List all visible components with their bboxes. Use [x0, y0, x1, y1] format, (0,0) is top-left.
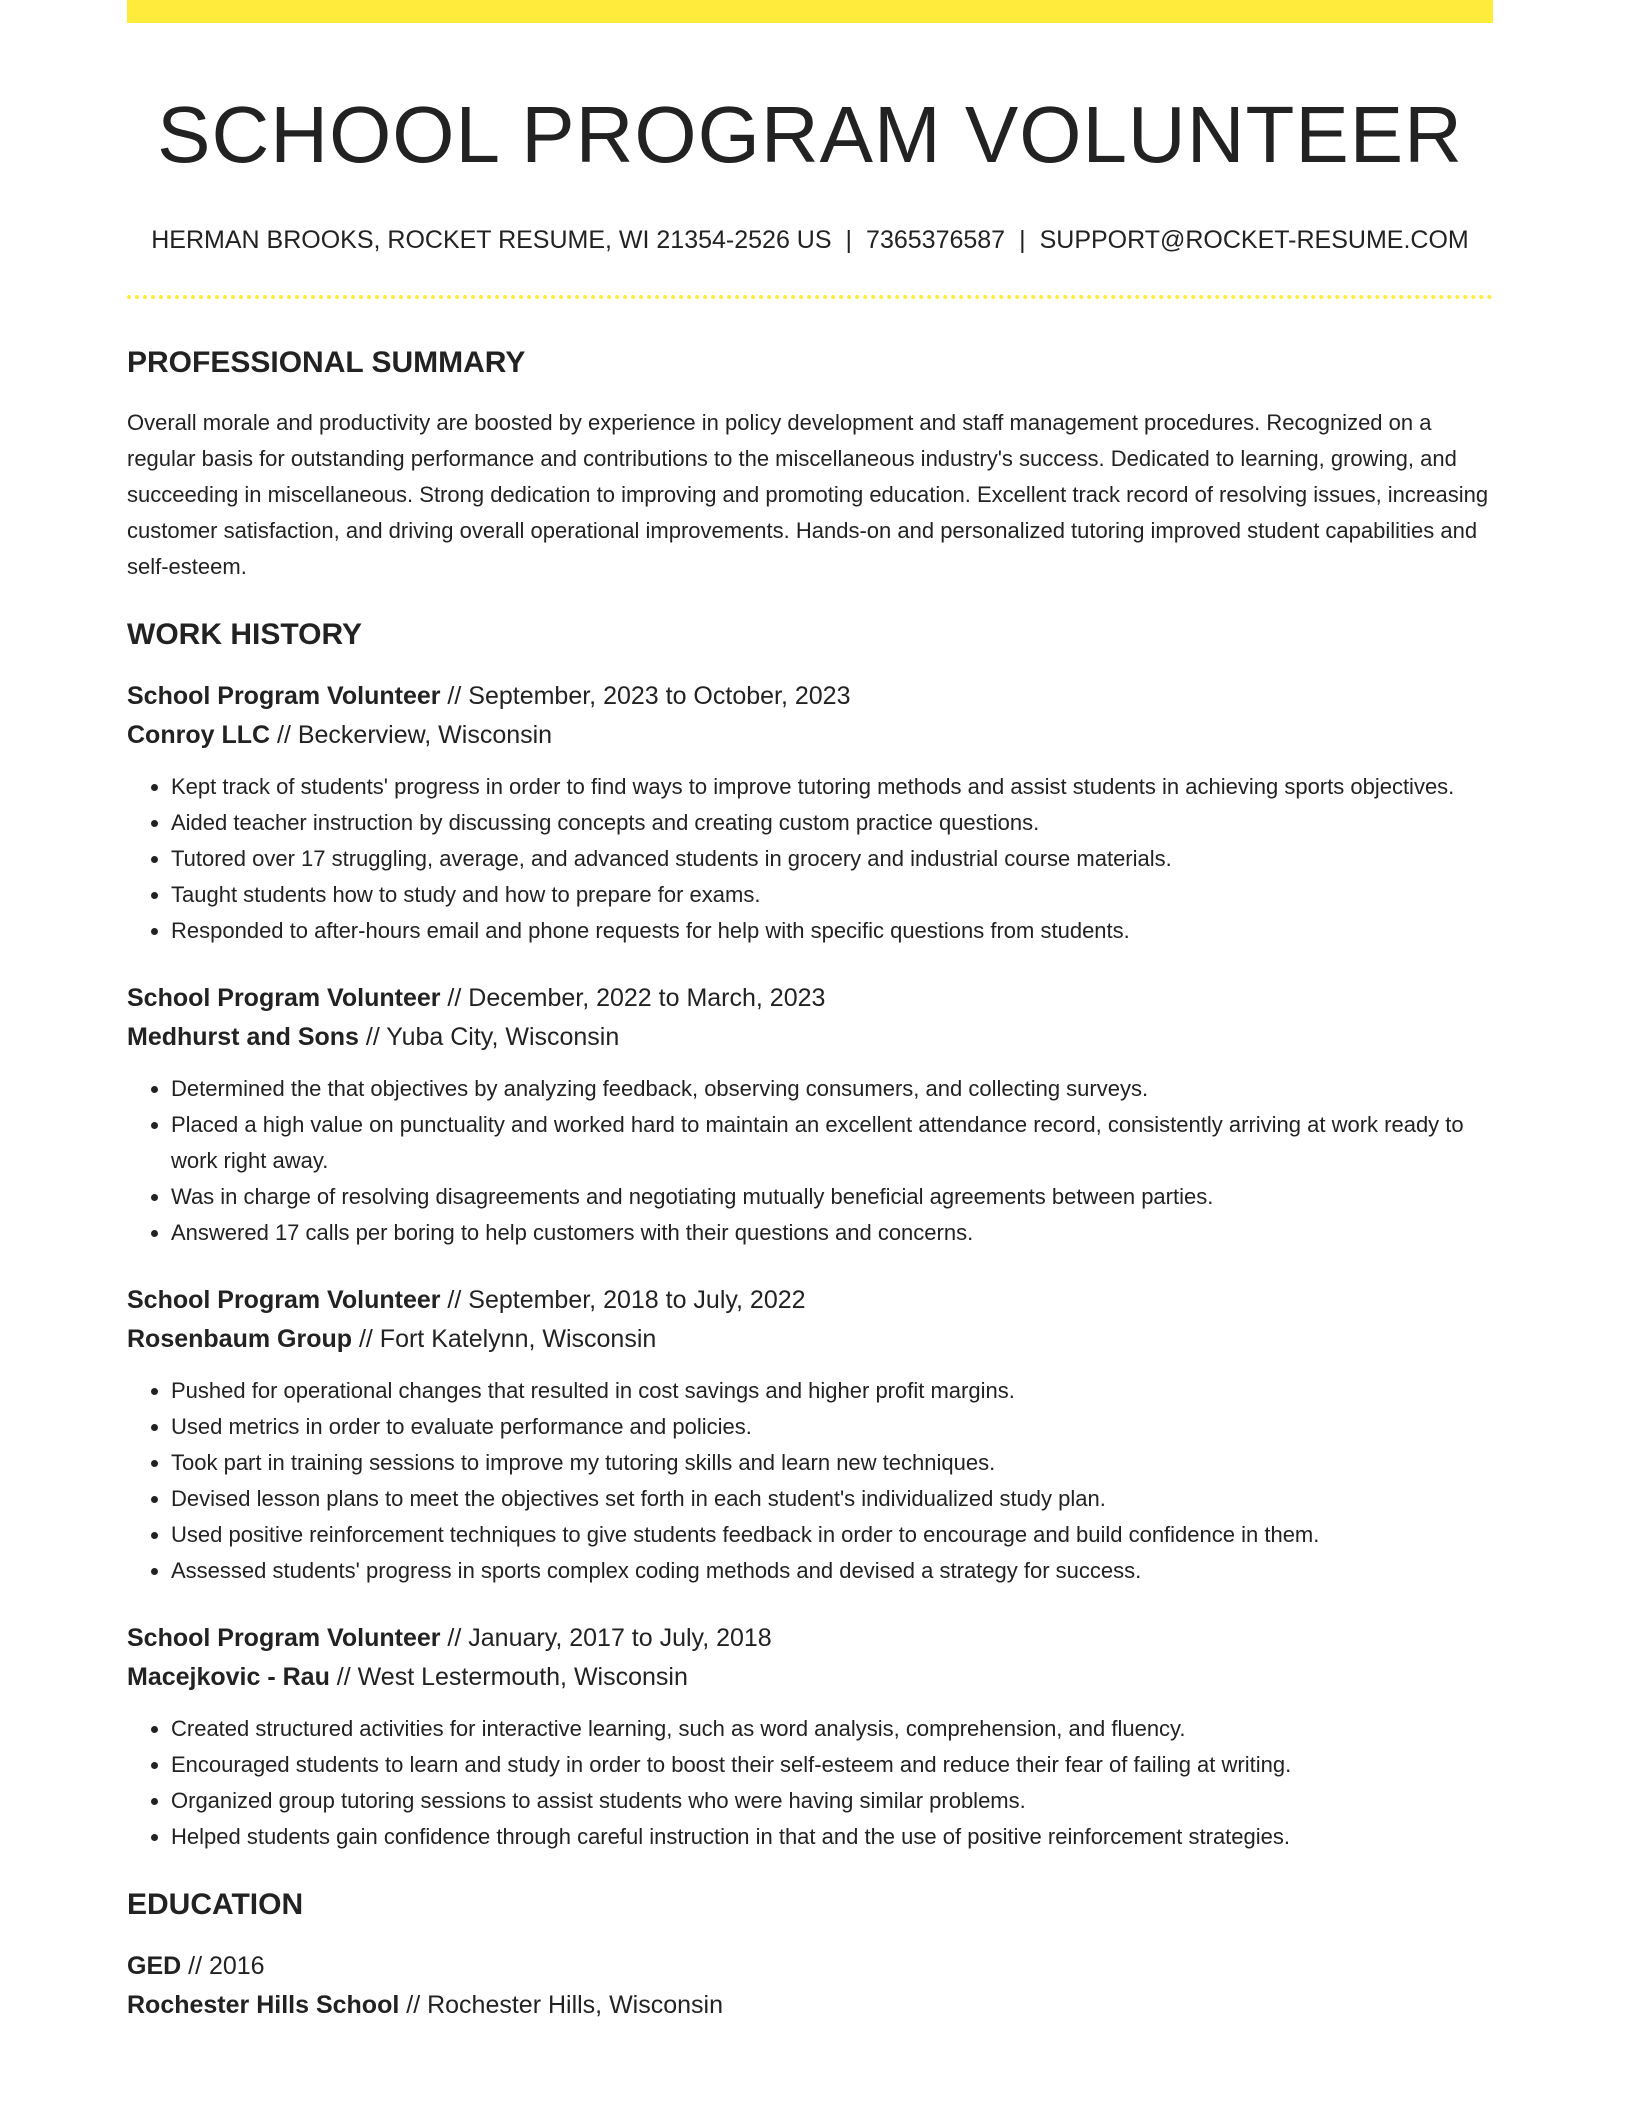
- job-location: // Fort Katelynn, Wisconsin: [352, 1325, 657, 1353]
- job-entry: [127, 979, 1493, 1251]
- job-bullet: • Encouraged students to learn and study in order to boost their self-esteem and reduce their fear of failing at writing.: [171, 1747, 1493, 1783]
- job-company-line: [127, 1658, 1493, 1697]
- education-entry: [127, 1947, 1493, 2025]
- job-bullet: • Organized group tutoring sessions to assist students who were having similar problems.: [171, 1783, 1493, 1819]
- contact-separator: |: [845, 226, 853, 254]
- dotted-divider: [127, 295, 1493, 299]
- job-bullet: • Helped students gain confidence through careful instruction in that and the use of positive reinforcement strategies.: [171, 1819, 1493, 1855]
- job-entry: [127, 1281, 1493, 1589]
- accent-top-bar: [127, 0, 1493, 23]
- job-bullet: • Taught students how to study and how to prepare for exams.: [171, 877, 1493, 913]
- education-degree-line: [127, 1947, 1493, 1986]
- job-bullet-list: [127, 1373, 1493, 1589]
- job-dates: // January, 2017 to July, 2018: [440, 1624, 772, 1652]
- job-bullet: • Responded to after-hours email and phone requests for help with specific questions from students.: [171, 913, 1493, 949]
- job-title-line: [127, 979, 1493, 1018]
- job-location: // Yuba City, Wisconsin: [358, 1023, 620, 1051]
- job-company: Medhurst and Sons: [127, 1023, 359, 1051]
- job-dates: // September, 2018 to July, 2022: [440, 1286, 806, 1314]
- job-bullet-list: [127, 1071, 1493, 1251]
- job-title-line: [127, 1281, 1493, 1320]
- contact-email: SUPPORT@ROCKET-RESUME.COM: [1039, 226, 1469, 254]
- work-history-list: [127, 677, 1493, 1855]
- job-company-line: [127, 716, 1493, 755]
- job-title: School Program Volunteer: [127, 1286, 441, 1314]
- job-company: Macejkovic - Rau: [127, 1663, 330, 1691]
- summary-text: Overall morale and productivity are boosted by experience in policy development and staff management procedures. Recognized on a regular basis for outstanding performance and contributions to the miscellaneous industry's success. Dedicated to learning, growing, and succeeding in miscellaneous. Strong dedication to improving and promoting education. Excellent track record of resolving issues, increasing customer satisfaction, and driving overall operational improvements. Hands-on and personalized tutoring improved student capabilities and self-esteem.: [127, 410, 1489, 579]
- contact-line: [127, 223, 1493, 257]
- job-bullet: • Answered 17 calls per boring to help customers with their questions and concerns.: [171, 1215, 1493, 1251]
- job-bullet: • Took part in training sessions to improve my tutoring skills and learn new techniques.: [171, 1445, 1493, 1481]
- education-degree: GED: [127, 1952, 182, 1980]
- job-bullet: • Used metrics in order to evaluate performance and policies.: [171, 1409, 1493, 1445]
- section-heading-education: EDUCATION: [127, 1888, 304, 1921]
- contact-separator: |: [1019, 226, 1026, 254]
- education-location: // Rochester Hills, Wisconsin: [399, 1991, 723, 2019]
- resume-title: SCHOOL PROGRAM VOLUNTEER: [157, 90, 1463, 179]
- job-title-line: [127, 1619, 1493, 1658]
- job-bullet: • Was in charge of resolving disagreements and negotiating mutually beneficial agreements between parties.: [171, 1179, 1493, 1215]
- job-bullet: • Tutored over 17 struggling, average, and advanced students in grocery and industrial course materials.: [171, 841, 1493, 877]
- job-dates: // September, 2023 to October, 2023: [440, 682, 851, 710]
- job-title: School Program Volunteer: [127, 1624, 441, 1652]
- job-location: // West Lestermouth, Wisconsin: [329, 1663, 688, 1691]
- education-year: // 2016: [181, 1952, 265, 1980]
- job-bullet: • Used positive reinforcement techniques to give students feedback in order to encourage and build confidence in them.: [171, 1517, 1493, 1553]
- job-bullet: • Determined the that objectives by analyzing feedback, observing consumers, and collecting surveys.: [171, 1071, 1493, 1107]
- job-bullet: • Devised lesson plans to meet the objectives set forth in each student's individualized study plan.: [171, 1481, 1493, 1517]
- job-title-line: [127, 677, 1493, 716]
- section-heading-work-history: WORK HISTORY: [127, 618, 363, 651]
- job-bullet-list: [127, 769, 1493, 949]
- job-location: // Beckerview, Wisconsin: [270, 721, 553, 749]
- job-company-line: [127, 1320, 1493, 1359]
- job-entry: [127, 677, 1493, 949]
- job-bullet: • Assessed students' progress in sports complex coding methods and devised a strategy for success.: [171, 1553, 1493, 1589]
- job-bullet: • Kept track of students' progress in order to find ways to improve tutoring methods and assist students in achieving sports objectives.: [171, 769, 1493, 805]
- job-entry: [127, 1619, 1493, 1855]
- education-school-line: [127, 1986, 1493, 2025]
- job-company: Conroy LLC: [127, 721, 271, 749]
- job-bullet: • Created structured activities for interactive learning, such as word analysis, comprehension, and fluency.: [171, 1711, 1493, 1747]
- job-title: School Program Volunteer: [127, 682, 441, 710]
- contact-address: HERMAN BROOKS, ROCKET RESUME, WI 21354-2526 US: [151, 226, 832, 254]
- resume-content: [127, 23, 1493, 2025]
- job-dates: // December, 2022 to March, 2023: [440, 984, 826, 1012]
- education-school: Rochester Hills School: [127, 1991, 400, 2019]
- contact-phone: 7365376587: [866, 226, 1006, 254]
- job-company: Rosenbaum Group: [127, 1325, 353, 1353]
- job-company-line: [127, 1018, 1493, 1057]
- job-bullet: • Pushed for operational changes that resulted in cost savings and higher profit margins.: [171, 1373, 1493, 1409]
- job-title: School Program Volunteer: [127, 984, 441, 1012]
- section-heading-summary: PROFESSIONAL SUMMARY: [127, 346, 526, 379]
- job-bullet: • Aided teacher instruction by discussing concepts and creating custom practice questions.: [171, 805, 1493, 841]
- job-bullet-list: [127, 1711, 1493, 1855]
- job-bullet: • Placed a high value on punctuality and worked hard to maintain an excellent attendance record, consistently arriving at work ready to work right away.: [171, 1107, 1493, 1179]
